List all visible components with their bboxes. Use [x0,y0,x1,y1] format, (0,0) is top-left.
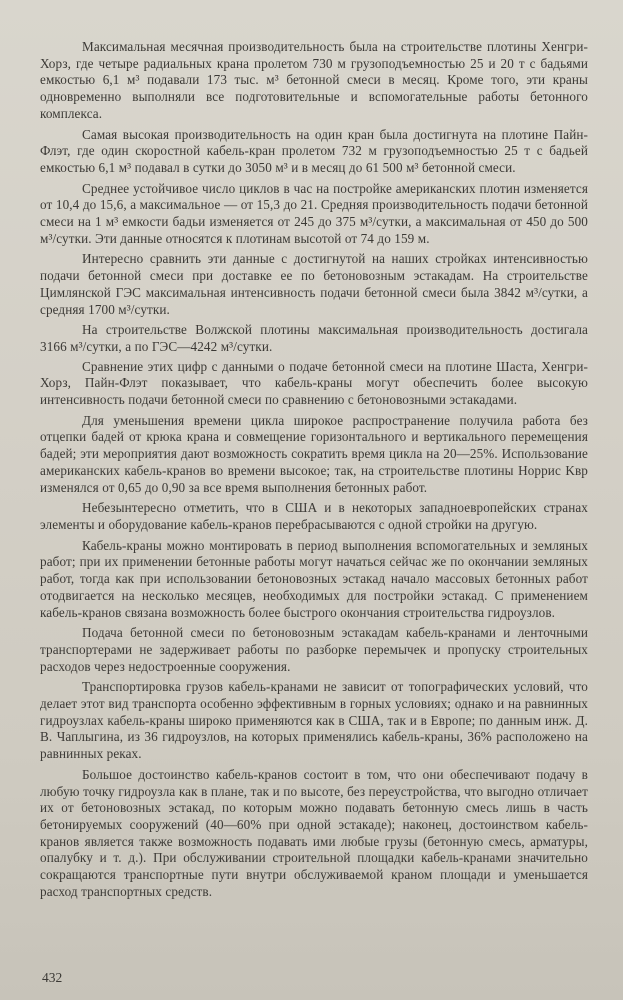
paragraph: Небезынтересно отметить, что в США и в некоторых западноевропейских странах элементы и оборудование кабель-кранов перебрасываются с одной стройки на другую. [40,500,588,532]
page-text [40,39,588,904]
paragraph: На строительстве Волжской плотины максимальная производительность достигала 3166 м³/сутки, а по ГЭС—4242 м³/сутки. [40,322,588,354]
paragraph: Подача бетонной смеси по бетоновозным эстакадам кабель-кранами и ленточными транспортерами не задерживает работы по разборке перемычек и пропуску строительных расходов через недостроенные сооружения. [40,625,588,674]
paragraph: Среднее устойчивое число циклов в час на постройке американских плотин изменяется от 10,4 до 15,6, а максимальное — от 15,3 до 21. Средняя производительность подачи бетонной смеси на 1 м³ емкости бадьи изменяется от 245 до 375 м³/сутки, а максимальная от 450 до 500 м³/сутки. Эти данные относятся к плотинам высотой от 74 до 159 м. [40,180,588,246]
paragraph: Самая высокая производительность на один кран была достигнута на плотине Пайн-Флэт, где один скоростной кабель-кран пролетом 732 м грузоподъемностью 25 т с бадьей емкостью 6,1 м³ подавал в сутки до 3050 м³ и в месяц до 61 500 м³ бетонной смеси. [40,126,588,175]
page-number: 432 [42,970,63,985]
paragraph: Большое достоинство кабель-кранов состоит в том, что они обеспечивают подачу в любую точку гидроузла как в плане, так и по высоте, без переустройства, что выгодно отличает их от бетоновозных эстакад, по которым можно подавать бетонную смесь лишь в часть бетонируемых сооружений (40—60% при одной эстакаде); наконец, достоинством кабель-кранов является также возможность подавать ими любые грузы (бетонную смесь, арматуры, опалубку и т. д.). При обслуживании строительной площадки кабель-кранами значительно сокращаются транспортные пути внутри обслуживаемой краном площади и уменьшается расход транспортных средств. [40,766,588,899]
paragraph: Кабель-краны можно монтировать в период выполнения вспомогательных и земляных работ; при их применении бетонные работы могут начаться сейчас же по окончании земляных работ, тогда как при использовании бетоновозных эстакад начало массовых бетонных работ отодвигается на несколько месяцев, необходимых для постройки эстакад. С применением кабель-кранов связана возможность более быстрого окончания строительства гидроузлов. [40,537,588,620]
paragraph: Для уменьшения времени цикла широкое распространение получила работа без отцепки бадей от крюка крана и совмещение горизонтального и вертикального перемещения бадей; эти мероприятия дают возможность сократить время цикла на 20—25%. Использование американских кабель-кранов во времени высокое; так, на строительстве плотины Норрис Kвр изменялся от 0,65 до 0,90 за все время выполнения бетонных работ. [40,412,588,495]
paragraph: Транспортировка грузов кабель-кранами не зависит от топографических условий, что делает этот вид транспорта особенно эффективным в горных условиях; однако и на равнинных гидроузлах кабель-краны широко применяются как в США, так и в Европе; по данным инж. Д. В. Чаплыгина, из 36 гидроузлов, на которых применялись кабель-краны, 36% расположено на равнинных реках. [40,679,588,762]
paragraph: Сравнение этих цифр с данными о подаче бетонной смеси на плотине Шаста, Хенгри-Хорз, Пайн-Флэт показывает, что кабель-краны могут обеспечить более высокую интенсивность подачи бетонной смеси по сравнению с бетоновозными эстакадами. [40,358,588,408]
paragraph: Интересно сравнить эти данные с достигнутой на наших стройках интенсивностью подачи бетонной смеси при доставке ее по бетоновозным эстакадам. На строительстве Цимлянской ГЭС максимальная интенсивность подачи бетонной смеси была 3842 м³/сутки, а средняя 1700 м³/сутки. [40,251,588,317]
paragraph: Максимальная месячная производительность была на строительстве плотины Хенгри-Хорз, где четыре радиальных крана пролетом 730 м грузоподъемностью 25 и 20 т с бадьями емкостью 6,1 м³ подавали 173 тыс. м³ бетонной смеси в месяц. Кроме того, эти краны одновременно выполняли все подготовительные и вспомогательные работы бетонного комплекса. [40,39,588,121]
